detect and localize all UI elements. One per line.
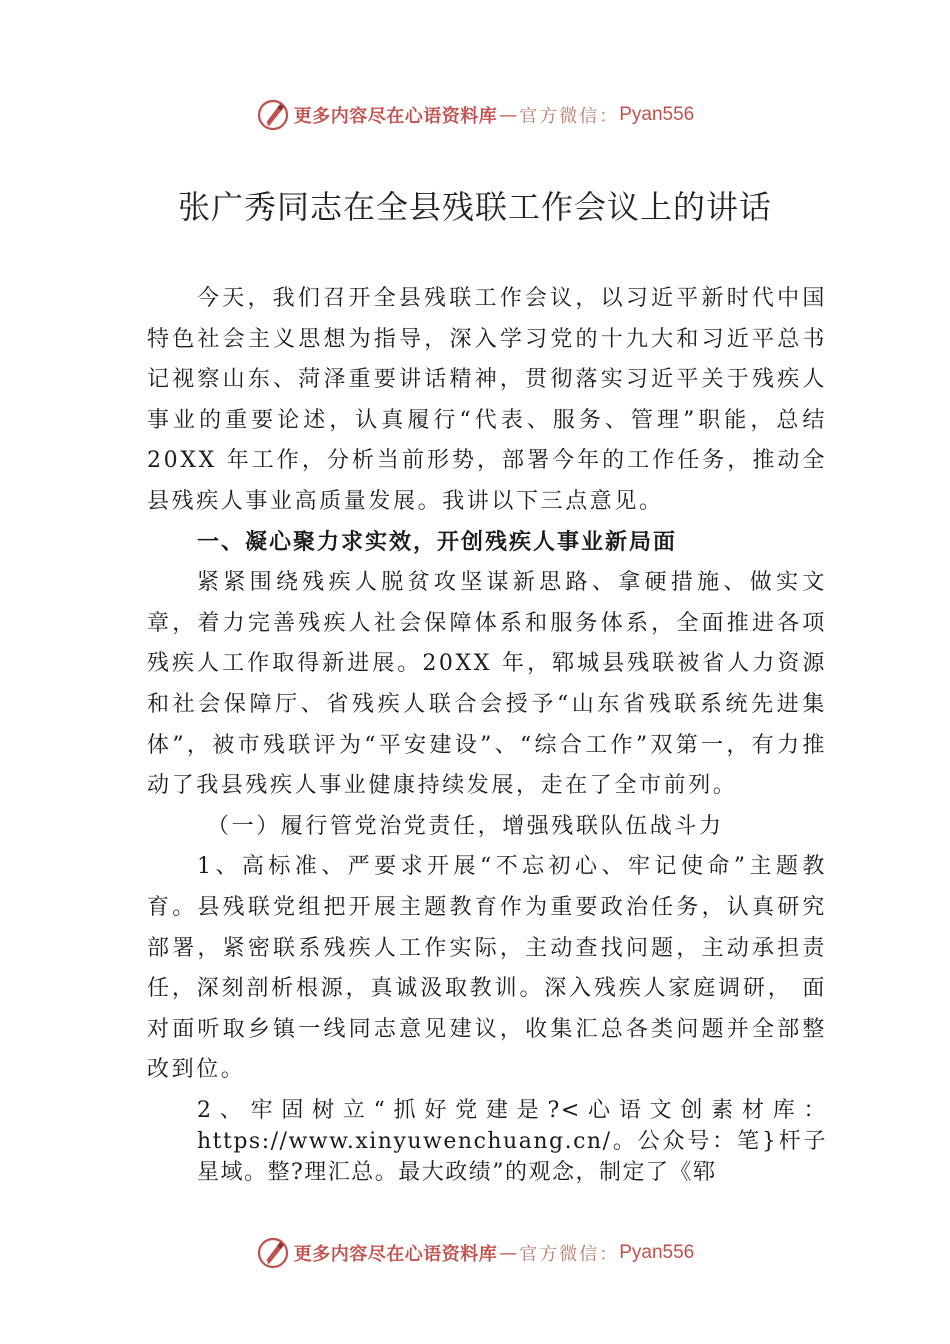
document-body [147, 279, 827, 1188]
paragraph-item-1: 1、高标准、严要求开展“不忘初心、牢记使命”主题教育。县残联党组把开展主题教育作为重要政治任务，认真研究部署，紧密联系残疾人工作实际，主动查找问题，主动承担责任，深刻剖析根源，真诚汲取教训。深入残疾人家庭调研， 面对面听取乡镇一线同志意见建议，收集汇总各类问题并全部整改到位。 [147, 854, 827, 1083]
banner-dash: — [499, 104, 518, 126]
paragraph-section-1: 紧紧围绕残疾人脱贫攻坚谋新思路、拿硬措施、做实文章，着力完善残疾人社会保障体系和服务体系，全面推进各项残疾人工作取得新进展。20XX 年，郓城县残联被省人力资源和社会保障厅、省残疾人联合会授予“山东省残联系统先进集体”，被市残联评为“平安建设”、“综合工作”双第一，有力推动了我县残疾人事业健康持续发展，走在了全市前列。 [147, 570, 827, 799]
subsection-heading-1: （一）履行管党治党责任，增强残联队伍战斗力 [207, 813, 724, 839]
banner-wechat-id: Pyan556 [619, 104, 695, 125]
banner-wechat-id: Pyan556 [619, 1242, 695, 1263]
document-title: 张广秀同志在全县残联工作会议上的讲话 [177, 188, 772, 226]
banner-site-name: 更多内容尽在心语资料库 [293, 106, 498, 127]
section-heading-1: 一、凝心聚力求实效，开创残疾人事业新局面 [197, 529, 678, 555]
pen-logo-icon [256, 98, 290, 132]
header-watermark-banner [0, 95, 950, 135]
pen-logo-icon [256, 1236, 290, 1270]
footer-watermark-banner [0, 1233, 950, 1273]
banner-wechat-label: 官方微信： [519, 106, 620, 127]
paragraph-intro: 今天，我们召开全县残联工作会议，以习近平新时代中国特色社会主义思想为指导，深入学习党的十九大和习近平总书记视察山东、菏泽重要讲话精神，贯彻落实习近平关于残疾人事业的重要论述，认真履行“代表、服务、管理”职能，总结 20XX 年工作，分析当前形势，部署今年的工作任务，推动全县残疾人事业高质量发展。我讲以下三点意见。 [147, 286, 827, 514]
banner-wechat-label: 官方微信： [519, 1244, 620, 1265]
banner-dash: — [499, 1242, 518, 1264]
paragraph-item-2: 2、牢固树立“抓好党建是?<心语文创素材库：https://www.xinyuwenchuang.cn/。公众号：笔}杆子星域。整?理汇总。最大政绩”的观念，制定了《郓 [197, 1097, 827, 1185]
banner-site-name: 更多内容尽在心语资料库 [293, 1244, 498, 1265]
